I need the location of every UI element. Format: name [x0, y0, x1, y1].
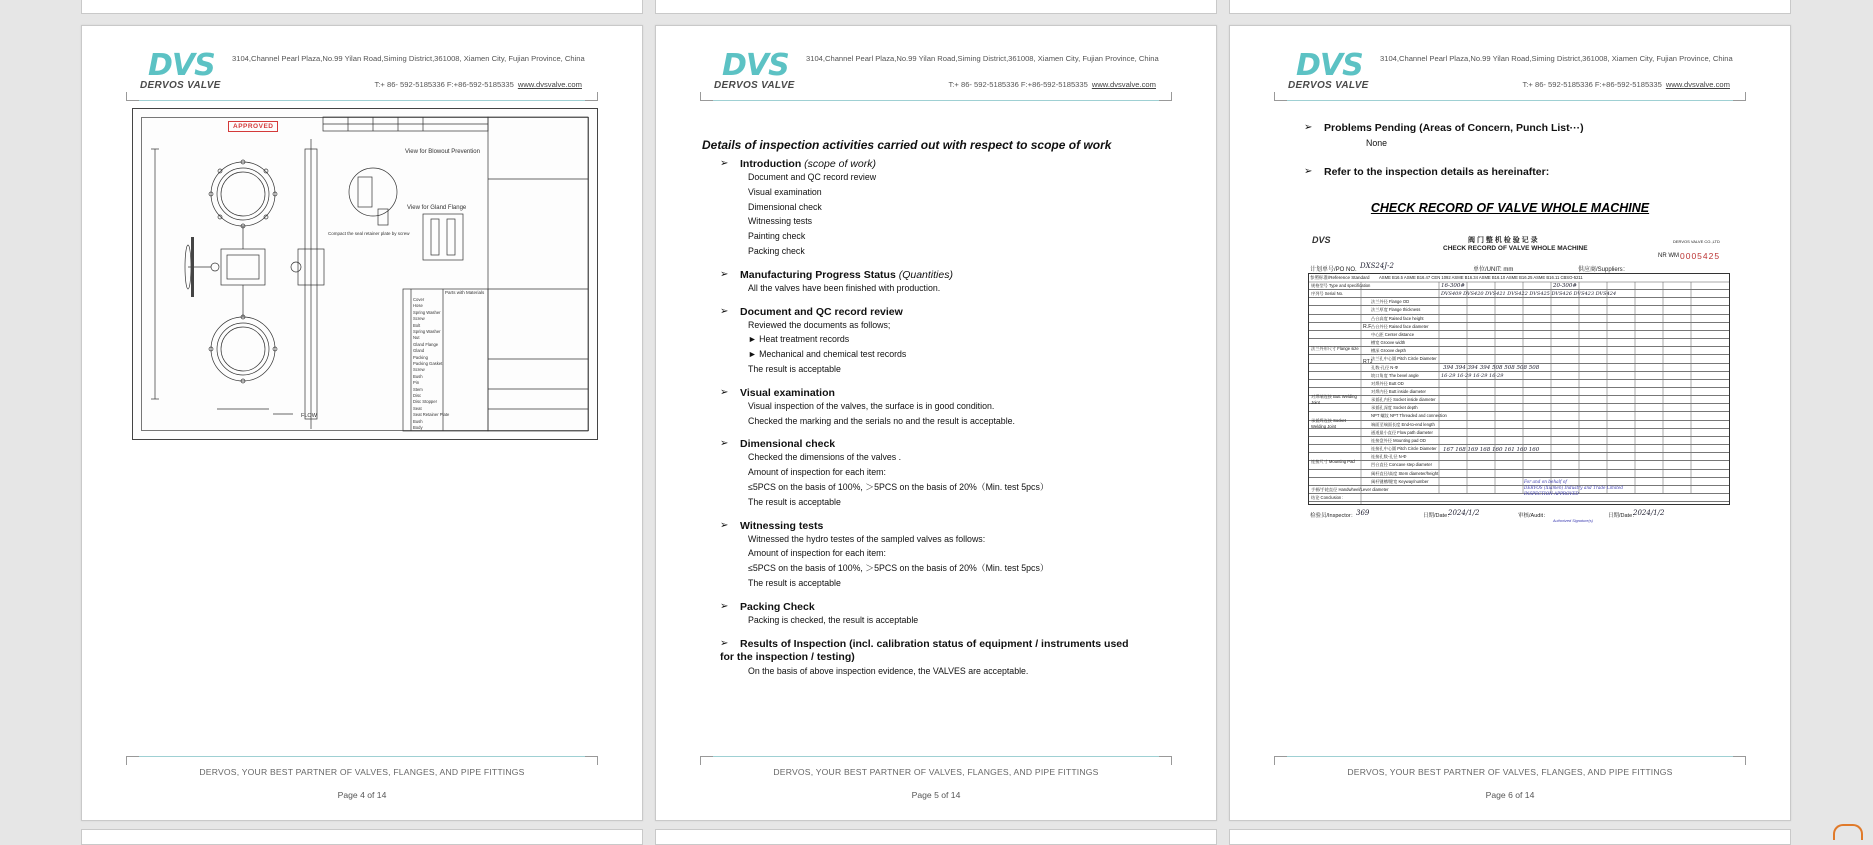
section-heading-text: Witnessing tests — [740, 519, 824, 532]
website-link[interactable]: www.dvsvalve.com — [1091, 80, 1156, 89]
form-unit-label: 单位/UNIT: mm — [1473, 267, 1514, 273]
record-row-label: 承插孔内径 Socket inside diameter — [1371, 397, 1436, 403]
company-address: 3104,Channel Pearl Plaza,No.99 Yilan Road,Siming District,361008, Xiamen City, Fujian Province, China — [806, 54, 1159, 63]
record-row-label: 连接孔数-孔径 N-Φ — [1371, 454, 1407, 460]
record-row — [1309, 339, 1729, 347]
section-heading — [702, 306, 1182, 318]
company-contact — [1523, 80, 1730, 89]
record-row-label: 坡口角度 The bevel angle — [1371, 372, 1419, 378]
phone-fax: T:+ 86- 592-5185336 F:+86-592-5185335 — [1522, 80, 1662, 89]
record-row — [1309, 315, 1729, 323]
form-std-label: 参照标准/Reference Standard — [1310, 275, 1370, 280]
pending-section — [1286, 122, 1746, 178]
inspection-details — [702, 138, 1182, 679]
company-logo — [714, 48, 806, 92]
view-blowout-label: View for Blowout Prevention — [405, 149, 480, 155]
footer-slogan: DERVOS, YOUR BEST PARTNER OF VALVES, FLANGES, AND PIPE FITTINGS — [199, 767, 525, 777]
section-line: Checked the marking and the serials no and the result is acceptable. — [748, 415, 1015, 426]
section-heading — [702, 387, 1182, 399]
part-item: Screw — [413, 316, 425, 322]
section-2 — [702, 306, 1182, 377]
part-item: Body — [413, 425, 423, 430]
section-0 — [702, 158, 1182, 259]
record-table — [1308, 273, 1730, 505]
pending-value: None — [1366, 138, 1388, 148]
record-row — [1309, 461, 1729, 469]
hand-date-2: 2024/1/2 — [1633, 509, 1665, 517]
record-row — [1309, 404, 1729, 412]
record-row-label: 连接盘外径 Mounting pad OD — [1371, 437, 1426, 443]
arrow-bullet-icon: ➢ — [720, 268, 729, 280]
record-row-label: 法兰外径 Flange OD — [1371, 299, 1410, 305]
page-4-bottom-edge-neighbor — [655, 0, 1217, 14]
arrow-bullet-icon: ➢ — [1304, 166, 1313, 177]
section-6 — [702, 601, 1182, 628]
section-heading — [702, 601, 1182, 613]
page-5[interactable] — [655, 25, 1217, 821]
group-rf: R.F — [1363, 324, 1372, 330]
form-nr-label: NR WM — [1658, 253, 1679, 259]
valve-technical-drawing — [132, 108, 598, 440]
part-item: Screw — [413, 367, 425, 373]
hand-holes: 16-29 16-29 16-29 16-29 — [1441, 373, 1504, 379]
stamp-line-1: For and on behalf of — [1524, 479, 1567, 484]
form-po-value: DXS24J-2 — [1360, 262, 1394, 270]
record-row-label: 孔数-孔径 N-Φ — [1371, 364, 1399, 370]
page-3-bottom-edge — [81, 0, 643, 14]
record-row-label: 阀杆直径/高度 Stem diameter/height — [1371, 470, 1439, 476]
record-row-label: 法兰孔中心圆 Pitch Circle Diameter — [1371, 356, 1437, 362]
section-heading — [702, 269, 1182, 281]
section-heading-text: Dimensional check — [740, 438, 836, 451]
part-item: Stem — [413, 386, 423, 392]
record-row-label: 规格型号 Type and specification — [1311, 283, 1371, 288]
part-item: Gland — [413, 348, 425, 354]
record-row-label: 槽深 Groove depth — [1371, 348, 1406, 354]
results-section — [702, 638, 1182, 679]
header-rule — [126, 100, 598, 101]
form-standards: ASME B16.5 ASME B16.47 CEN 1092 ASME B16.34 ASME B16.10 ASME B16.25 ASME B16.11 CBSO-5211 — [1379, 275, 1583, 280]
footer-rule — [126, 756, 598, 757]
form-po-label: 计划单号/PO NO. — [1310, 267, 1357, 273]
record-row — [1309, 323, 1729, 331]
check-record-form — [1308, 231, 1728, 521]
hand-date-1: 2024/1/2 — [1448, 509, 1480, 517]
form-supplier-label: 供应商/Suppliers： — [1578, 267, 1629, 273]
logo-text: DERVOS VALVE — [140, 80, 221, 91]
details-title: Details of inspection activities carried out with respect to scope of work — [702, 138, 1112, 152]
pending-heading-text: Problems Pending (Areas of Concern, Punch List···) — [1324, 122, 1584, 134]
part-item: Cover — [413, 297, 425, 302]
page-header — [1230, 26, 1790, 116]
arrow-bullet-icon: ➢ — [1304, 122, 1313, 133]
page-6[interactable] — [1229, 25, 1791, 821]
part-item: Seat Retainer Plate — [413, 412, 450, 418]
company-address: 3104,Channel Pearl Plaza,No.99 Yilan Road,Siming District,361008, Xiamen City, Fujian Province, China — [232, 54, 585, 63]
record-row — [1309, 388, 1729, 396]
refer-heading — [1286, 166, 1746, 178]
website-link[interactable]: www.dvsvalve.com — [517, 80, 582, 89]
refer-heading-text: Refer to the inspection details as hereinafter: — [1324, 166, 1550, 178]
record-row-label: 凹台直径 Concave step diameter — [1371, 462, 1432, 468]
part-item: Bush — [413, 373, 423, 379]
hand-pcd: 394 394 394 394 508 508 508 508 — [1443, 365, 1540, 371]
section-line: Visual inspection of the valves, the surface is in good condition. — [748, 400, 995, 411]
form-logo: DVS — [1312, 235, 1331, 245]
section-heading-text: Visual examination — [740, 386, 835, 399]
section-heading-text: Introduction — [740, 158, 802, 170]
record-row-label: 对焊外径 Butt OD — [1371, 380, 1404, 386]
part-item: Gland Flange — [413, 341, 439, 347]
logo-text: DERVOS VALVE — [714, 80, 795, 91]
section-line: Packing check — [748, 245, 805, 256]
page-header — [82, 26, 642, 116]
record-row — [1309, 478, 1729, 486]
logo-mark: DVS — [722, 48, 789, 83]
section-line: The result is acceptable — [748, 363, 841, 374]
hand-inspector: 369 — [1356, 509, 1370, 517]
seal-note: Compact the seal retainer plate by screw — [328, 231, 410, 236]
page-header — [656, 26, 1216, 116]
section-line: ≤5PCS on the basis of 100%, ＞5PCS on the basis of 20%（Min. test 5pcs） — [748, 563, 1049, 574]
pending-heading — [1286, 122, 1746, 134]
view-gland-label: View for Gland Flange — [407, 205, 467, 211]
logo-mark: DVS — [1296, 48, 1363, 83]
results-heading-line-1: Results of Inspection (incl. calibration status of equipment / instruments used — [740, 637, 1129, 650]
section-line: Amount of inspection for each item: — [748, 467, 886, 478]
section-line: Packing is checked, the result is acceptable — [748, 614, 919, 625]
part-item: Disc Stopper — [413, 399, 437, 405]
section-line: Visual examination — [748, 186, 822, 197]
hand-type-2: 20-300# — [1553, 283, 1577, 289]
form-nr-value: 0005425 — [1680, 251, 1721, 261]
section-line: Dimensional check — [748, 201, 822, 212]
record-row-label: 阀杆键槽/键宽 Keyway/number — [1371, 478, 1429, 484]
form-en-title: CHECK RECORD OF VALVE WHOLE MACHINE — [1443, 245, 1588, 252]
arrow-bullet-icon: ➢ — [720, 386, 729, 398]
record-row-label: 通道最小直径 Flow path diameter — [1371, 429, 1433, 435]
record-row-label: 连接孔中心圆 Pitch Circle Diameter — [1371, 446, 1437, 452]
date-label-1: 日期/Date： — [1423, 513, 1453, 519]
section-line: Painting check — [748, 231, 806, 242]
company-logo — [1288, 48, 1380, 92]
record-row — [1309, 282, 1729, 290]
stamp-line-2: DERVOS (Xiamen) Industry and Trade Limited — [1524, 485, 1624, 490]
group-mount: 连接尺寸 Mounting Pad — [1311, 459, 1355, 464]
page-8-top-edge — [655, 829, 1217, 845]
phone-fax: T:+ 86- 592-5185336 F:+86-592-5185335 — [374, 80, 514, 89]
company-contact — [375, 80, 582, 89]
part-item: Disc — [413, 393, 422, 398]
record-row — [1309, 494, 1729, 502]
section-heading-text: Document and QC record review — [740, 305, 903, 318]
section-line: Amount of inspection for each item: — [748, 548, 886, 559]
page-number: Page 5 of 14 — [911, 790, 961, 800]
section-heading-note: (scope of work) — [804, 158, 876, 170]
approved-stamp: APPROVED — [228, 121, 278, 132]
record-row-label: 结论 Conclusion： — [1311, 495, 1346, 500]
section-line: ► Heat treatment records — [748, 334, 850, 345]
record-row-label: 对焊内径 Butt inside diameter — [1371, 389, 1426, 394]
record-row-label: 端面至端面长度 End-to-end length — [1371, 421, 1435, 427]
company-contact — [949, 80, 1156, 89]
form-company: DERVOS VALVE CO.,LTD — [1673, 239, 1720, 244]
page-7-top-edge — [81, 829, 643, 845]
part-item: Packing Gasket — [413, 361, 443, 366]
section-line: ► Mechanical and chemical test records — [748, 349, 907, 360]
record-row — [1309, 421, 1729, 429]
arrow-bullet-icon: ➢ — [720, 637, 729, 649]
record-row — [1309, 306, 1729, 314]
results-heading-line-2: for the inspection / testing) — [720, 650, 855, 663]
record-row — [1309, 347, 1729, 355]
logo-text: DERVOS VALVE — [1288, 80, 1369, 91]
section-1 — [702, 269, 1182, 296]
part-item: Spring Washer — [413, 329, 441, 334]
record-row-label: 凸台高度 Raised face height — [1371, 315, 1424, 321]
record-row-label: 中心距 Center distance — [1371, 331, 1415, 337]
record-row — [1309, 396, 1729, 404]
record-row-label: 凸台外径 Raised face diameter — [1371, 323, 1429, 329]
arrow-bullet-icon: ➢ — [720, 519, 729, 531]
results-line: On the basis of above inspection evidence, the VALVES are acceptable. — [748, 666, 1029, 677]
hand-end-length: 167 168 169 168 160 161 160 160 — [1443, 447, 1540, 453]
phone-fax: T:+ 86- 592-5185336 F:+86-592-5185335 — [948, 80, 1088, 89]
part-item: Pin — [413, 380, 420, 386]
record-row — [1309, 331, 1729, 339]
section-heading-text: Manufacturing Progress Status — [740, 268, 896, 281]
record-row-label: 承插孔深度 Socket depth — [1371, 405, 1418, 411]
arrow-bullet-icon: ➢ — [720, 305, 729, 317]
stamp-line-4: Authorized Signature(s) — [1553, 519, 1593, 523]
parts-header: Parts with Materials — [445, 290, 485, 295]
part-item: Packing — [413, 354, 428, 360]
record-title: CHECK RECORD OF VALVE WHOLE MACHINE — [1370, 201, 1650, 215]
section-line: Witnessing tests — [748, 216, 813, 227]
flow-label: FLOW — [301, 413, 317, 419]
section-heading — [702, 158, 1182, 170]
footer-rule — [1274, 756, 1746, 757]
part-item: Hose — [413, 303, 423, 309]
group-butt: 对焊端连接 Butt Welding Joint — [1311, 394, 1357, 405]
part-item: Nut — [413, 335, 420, 341]
website-link[interactable]: www.dvsvalve.com — [1665, 80, 1730, 89]
section-line: Document and QC record review — [748, 172, 877, 182]
section-5 — [702, 520, 1182, 591]
record-row-label: 序列号 Serial No. — [1311, 291, 1344, 297]
part-item: Bush — [413, 418, 423, 424]
footer-rule — [700, 756, 1172, 757]
record-row — [1309, 470, 1729, 478]
section-4 — [702, 438, 1182, 509]
page-9-top-edge — [1229, 829, 1791, 845]
group-socket: 承插焊连接 Socket Welding Joint — [1311, 418, 1346, 429]
page-5-bottom-edge-neighbor — [1229, 0, 1791, 14]
audit-label: 审核/Audit： — [1518, 513, 1549, 519]
stamp-line-3: INSPECTION APPROVED — [1524, 491, 1579, 496]
arrow-bullet-icon: ➢ — [720, 438, 729, 450]
page-4[interactable] — [81, 25, 643, 821]
inspection-sections — [702, 158, 1182, 628]
part-item: Spring Washer — [413, 309, 441, 315]
section-line: The result is acceptable — [748, 496, 841, 507]
header-rule — [1274, 100, 1746, 101]
section-line: Reviewed the documents as follows; — [748, 319, 891, 330]
record-row — [1309, 298, 1729, 306]
header-rule — [700, 100, 1172, 101]
page-number: Page 6 of 14 — [1485, 790, 1535, 800]
record-row — [1309, 437, 1729, 445]
section-heading-text: Packing Check — [740, 600, 815, 613]
section-line: ≤5PCS on the basis of 100%, ＞5PCS on the basis of 20%（Min. test 5pcs） — [748, 481, 1049, 492]
section-line: Witnessed the hydro testes of the sampled valves as follows: — [748, 533, 986, 544]
inspector-label: 检验员/Inspector： — [1310, 513, 1357, 519]
section-heading — [702, 520, 1182, 532]
record-row-label: NPT 螺纹 NPT Threaded and connection — [1371, 413, 1447, 419]
company-address: 3104,Channel Pearl Plaza,No.99 Yilan Road,Siming District,361008, Xiamen City, Fujian Province, China — [1380, 54, 1733, 63]
section-line: All the valves have been finished with production. — [748, 282, 941, 293]
logo-mark: DVS — [148, 48, 215, 83]
record-row — [1309, 380, 1729, 388]
company-logo — [140, 48, 232, 92]
section-heading-note: (Quantities) — [898, 268, 953, 281]
record-row — [1309, 412, 1729, 420]
section-line: The result is acceptable — [748, 577, 841, 588]
part-item: Seat — [413, 405, 422, 411]
group-rtj: RTJ — [1363, 359, 1373, 365]
page-number: Page 4 of 14 — [337, 790, 387, 800]
group-flange: 法兰外形尺寸 Flange size — [1311, 346, 1359, 351]
record-row — [1309, 372, 1729, 380]
record-row — [1309, 429, 1729, 437]
record-row — [1309, 486, 1729, 494]
arrow-bullet-icon: ➢ — [720, 600, 729, 612]
record-row-label: 手柄/手轮直径 Handwheel/Lever diameter — [1311, 486, 1389, 492]
corner-badge-icon[interactable] — [1833, 824, 1863, 840]
section-line: Checked the dimensions of the valves . — [748, 452, 902, 463]
record-row-label: 法兰厚度 Flange thickness — [1371, 307, 1421, 313]
section-3 — [702, 387, 1182, 429]
form-cn-title: 阀 门 整 机 检 验 记 录 — [1468, 237, 1538, 244]
date-label-2: 日期/Date： — [1608, 513, 1638, 519]
part-item: Bolt — [413, 322, 421, 328]
record-row-label: 槽宽 Groove width — [1371, 340, 1406, 346]
hand-type-1: 16-300# — [1441, 283, 1465, 289]
record-row — [1309, 453, 1729, 461]
results-heading — [702, 638, 1182, 650]
drawing-graphic — [133, 109, 597, 439]
hand-serials: DVS409 DVS420 DVS421 DVS422 DVS425 DVS426 DVS423 DVS424 — [1441, 291, 1617, 297]
arrow-bullet-icon: ➢ — [720, 158, 729, 169]
section-heading — [702, 438, 1182, 450]
footer-slogan: DERVOS, YOUR BEST PARTNER OF VALVES, FLANGES, AND PIPE FITTINGS — [1347, 767, 1673, 777]
footer-slogan: DERVOS, YOUR BEST PARTNER OF VALVES, FLANGES, AND PIPE FITTINGS — [773, 767, 1099, 777]
